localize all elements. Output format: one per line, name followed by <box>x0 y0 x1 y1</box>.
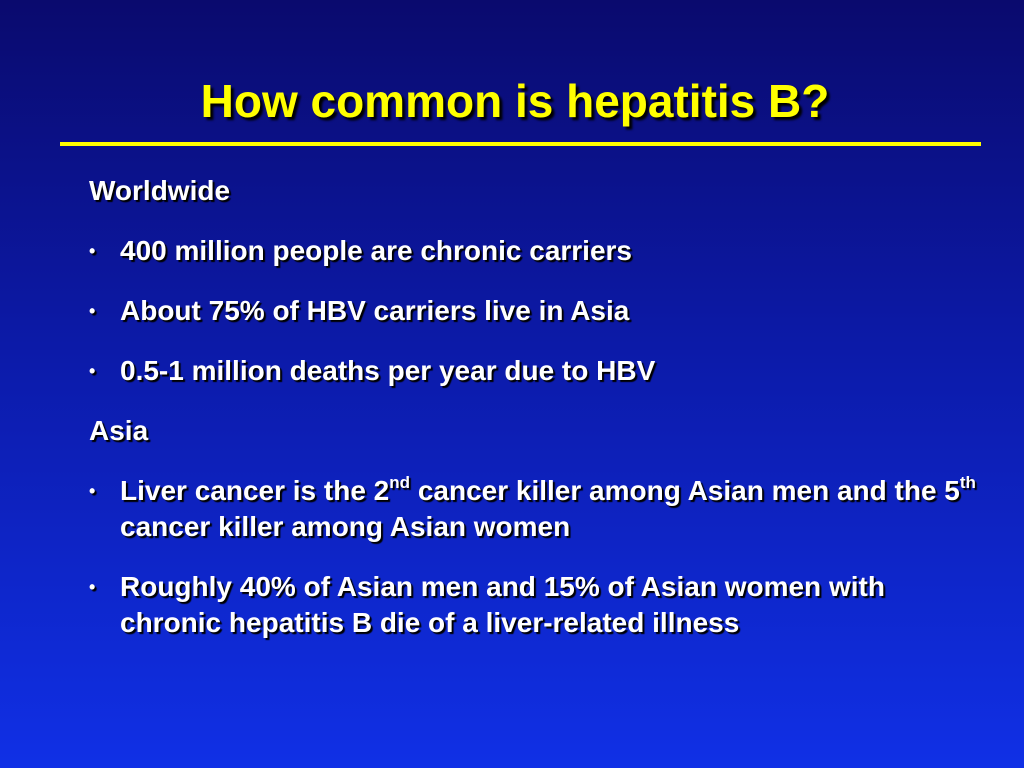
section-heading-asia: Asia <box>89 415 149 446</box>
bullet-text: 400 million people are chronic carriers <box>120 235 632 266</box>
ordinal-suffix: nd <box>389 472 411 492</box>
section-heading-worldwide: Worldwide <box>89 175 231 206</box>
title-underline <box>60 142 981 146</box>
bullet-text: 0.5-1 million deaths per year due to HBV <box>120 355 656 386</box>
bullet-icon: • <box>89 361 96 381</box>
bullet-item <box>89 473 989 545</box>
bullet-item <box>89 353 989 389</box>
bullet-text: Roughly 40% of Asian men and 15% of Asian women with chronic hepatitis B die of a liver-related illness <box>120 571 885 638</box>
bullet-item <box>89 293 989 329</box>
slide-body <box>89 173 989 665</box>
bullet-item <box>89 569 989 641</box>
bullet-text-part: Liver cancer is the 2 <box>120 475 390 506</box>
bullet-text-part: cancer killer among Asian men and the 5 <box>410 475 960 506</box>
bullet-text <box>120 472 976 542</box>
bullet-icon: • <box>89 577 96 597</box>
bullet-text: About 75% of HBV carriers live in Asia <box>120 295 630 326</box>
ordinal-suffix: th <box>959 472 976 492</box>
bullet-icon: • <box>89 481 96 501</box>
slide-title: How common is hepatitis B? <box>200 75 830 127</box>
bullet-icon: • <box>89 301 96 321</box>
bullet-text-part: cancer killer among Asian women <box>120 511 571 542</box>
bullet-item <box>89 233 989 269</box>
bullet-icon: • <box>89 241 96 261</box>
